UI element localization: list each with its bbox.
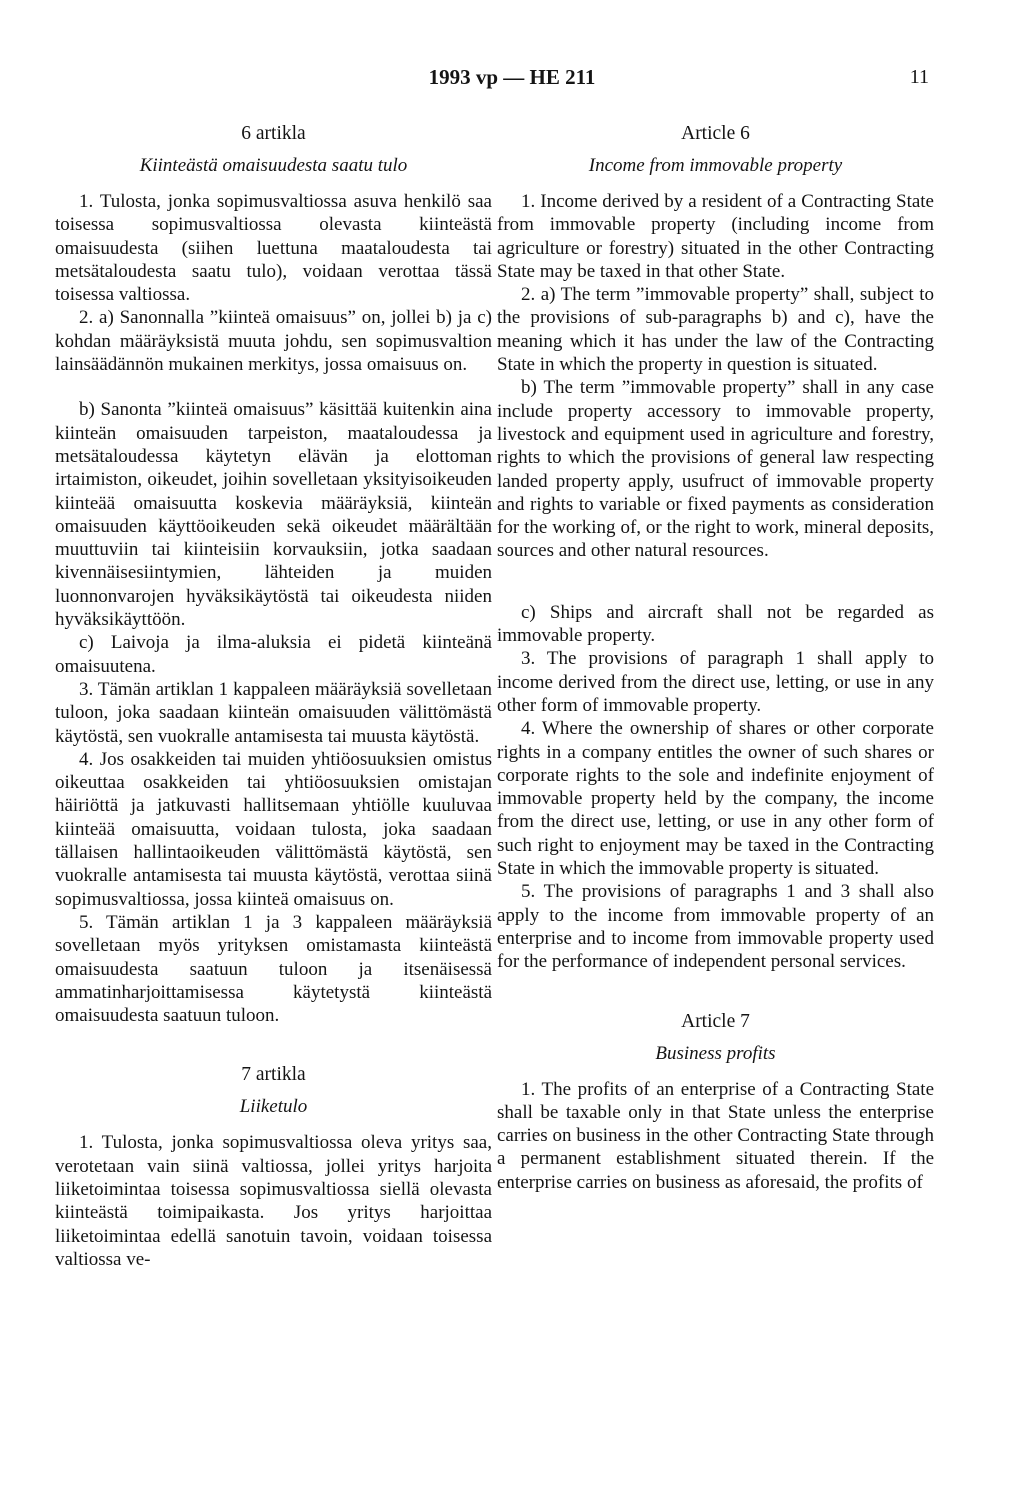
article-6-paragraph-3-en: 3. The provisions of paragraph 1 shall apply to income derived from the direct use, letting, or use in any other form of immovable property. bbox=[497, 648, 934, 716]
page-header bbox=[0, 63, 1024, 93]
article-6-paragraph-1-fi: 1. Tulosta, jonka sopimusvaltiossa asuva henkilö saa toisessa sopimusvaltiossa olevasta kiinteästä omaisuudesta (siihen luettuna maataloudesta tai metsätaloudesta saatu tulo), voidaan verottaa tässä toisessa valtiossa. bbox=[55, 191, 492, 306]
article-6-paragraph-2a-en: 2. a) The term ”immovable property” shall, subject to the provisions of sub-paragraphs b) and c), have the meaning which it has under the law of the Contracting State in which the property in question is situated. bbox=[497, 284, 934, 376]
article-6-heading-fi: 6 artikla bbox=[241, 123, 306, 144]
spacer bbox=[497, 563, 934, 601]
spacer bbox=[55, 1027, 492, 1063]
article-6-paragraph-5-en: 5. The provisions of paragraphs 1 and 3 shall also apply to the income from immovable property of an enterprise and to income from immovable property used for the performance of independent personal services. bbox=[497, 881, 934, 973]
article-6-paragraph-2b-fi: b) Sanonta ”kiinteä omaisuus” käsittää kuitenkin aina kiinteän omaisuuden tarpeiston, maataloudessa ja metsätaloudessa käytetyn elävän ja elottoman irtaimiston, oikeudet, joihin sovelletaan yksityisoikeuden kiinteää omaisuutta koskevia määräyksiä, kiinteän omaisuuden käyttöoikeuden sekä oikeudet määrältään muuttuviin tai kiinteisiin korvauksiin, jotka saadaan kivennäisesiintymien, lähteiden ja muiden luonnonvarojen hyväksikäytöstä tai oikeudesta niiden hyväksikäyttöön. bbox=[55, 399, 492, 631]
article-7-heading-fi: 7 artikla bbox=[241, 1064, 306, 1086]
article-6-paragraph-2a-fi: 2. a) Sanonnalla ”kiinteä omaisuus” on, jollei b) ja c) kohdan määräyksistä muuta johdu, sen sopimusvaltion lainsäädännön mukainen merkitys, jossa omaisuus on. bbox=[55, 307, 492, 376]
article-6-paragraph-2c-fi: c) Laivoja ja ilma-aluksia ei pidetä kiinteänä omaisuutena. bbox=[55, 632, 492, 677]
article-6-subheading-fi: Kiinteästä omaisuudesta saatu tulo bbox=[139, 155, 408, 176]
article-6-subheading-en: Income from immovable property bbox=[588, 155, 843, 176]
article-6-paragraph-5-fi: 5. Tämän artiklan 1 ja 3 kappaleen määräyksiä sovelletaan myös yrityksen omistamasta kiinteästä omaisuudesta saatuun tuloon ja itsenäisessä ammatinharjoittamisessa käytetystä kiinteästä omaisuudesta saatuun tuloon. bbox=[55, 911, 492, 1027]
article-7-paragraph-1-en: 1. The profits of an enterprise of a Contracting State shall be taxable only in that State unless the enterprise carries on business in the other Contracting State through a permanent establishment situated therein. If the enterprise carries on business as aforesaid, the profits of bbox=[497, 1078, 934, 1193]
finnish-column bbox=[55, 122, 492, 1271]
article-6-paragraph-4-fi: 4. Jos osakkeiden tai muiden yhtiöosuuksien omistus oikeuttaa osakkeiden tai yhtiöosuuksien omistajan häiriöttä ja jatkuvasti hallitsemaan yhtiölle kuuluvaa kiinteää omaisuutta, voidaan tulosta, joka saadaan tällaisen hallintaoikeuden välittömästä käytöstä, sen vuokralle antamisesta tai muusta käytöstä, verottaa siinä sopimusvaltiossa, jossa kiinteä omaisuus on. bbox=[55, 748, 492, 910]
article-7-subheading-en: Business profits bbox=[655, 1042, 776, 1064]
article-6-heading-en: Article 6 bbox=[681, 123, 750, 144]
document-reference: 1993 vp — HE 211 bbox=[428, 65, 596, 89]
article-6-paragraph-2c-en: c) Ships and aircraft shall not be regarded as immovable property. bbox=[497, 601, 934, 647]
article-6-paragraph-1-en: 1. Income derived by a resident of a Contracting State from immovable property (including income from agriculture or forestry) situated in the other Contracting State may be taxed in that other State. bbox=[497, 191, 934, 282]
article-7-heading-en: Article 7 bbox=[681, 1010, 750, 1032]
spacer bbox=[497, 974, 934, 1010]
article-7-subheading-fi: Liiketulo bbox=[239, 1096, 308, 1118]
article-6-paragraph-2b-en: b) The term ”immovable property” shall in any case include property accessory to immovable property, livestock and equipment used in agriculture and forestry, rights to which the provisions of general law respecting landed property apply, usufruct of immovable property and rights to variable or fixed payments as consideration for the working of, or the right to work, mineral deposits, sources and other natural resources. bbox=[497, 377, 934, 562]
article-7-paragraph-1-fi: 1. Tulosta, jonka sopimusvaltiossa oleva yritys saa, verotetaan vain siinä valtiossa, jollei yritys harjoita liiketoimintaa toisessa sopimusvaltiossa siellä olevasta kiinteästä toimipaikasta. Jos yritys harjoittaa liiketoimintaa edellä sanotuin tavoin, voidaan toisessa valtiossa ve- bbox=[55, 1132, 492, 1270]
article-6-paragraph-4-en: 4. Where the ownership of shares or other corporate rights in a company entitles the owner of such shares or corporate rights to the sole and indefinite enjoyment of immovable property held by the company, the income from the direct use, letting, or use in any other form of such right to enjoyment may be taxed in the Contracting State in which the immovable property is situated. bbox=[497, 718, 934, 880]
english-column bbox=[497, 122, 934, 1194]
article-6-paragraph-3-fi: 3. Tämän artiklan 1 kappaleen määräyksiä sovelletaan tuloon, joka saadaan kiinteän omaisuuden välittömästä käytöstä, sen vuokralle antamisesta tai muusta käytöstä. bbox=[55, 678, 492, 747]
spacer bbox=[55, 376, 492, 398]
page-number: 11 bbox=[909, 66, 929, 88]
